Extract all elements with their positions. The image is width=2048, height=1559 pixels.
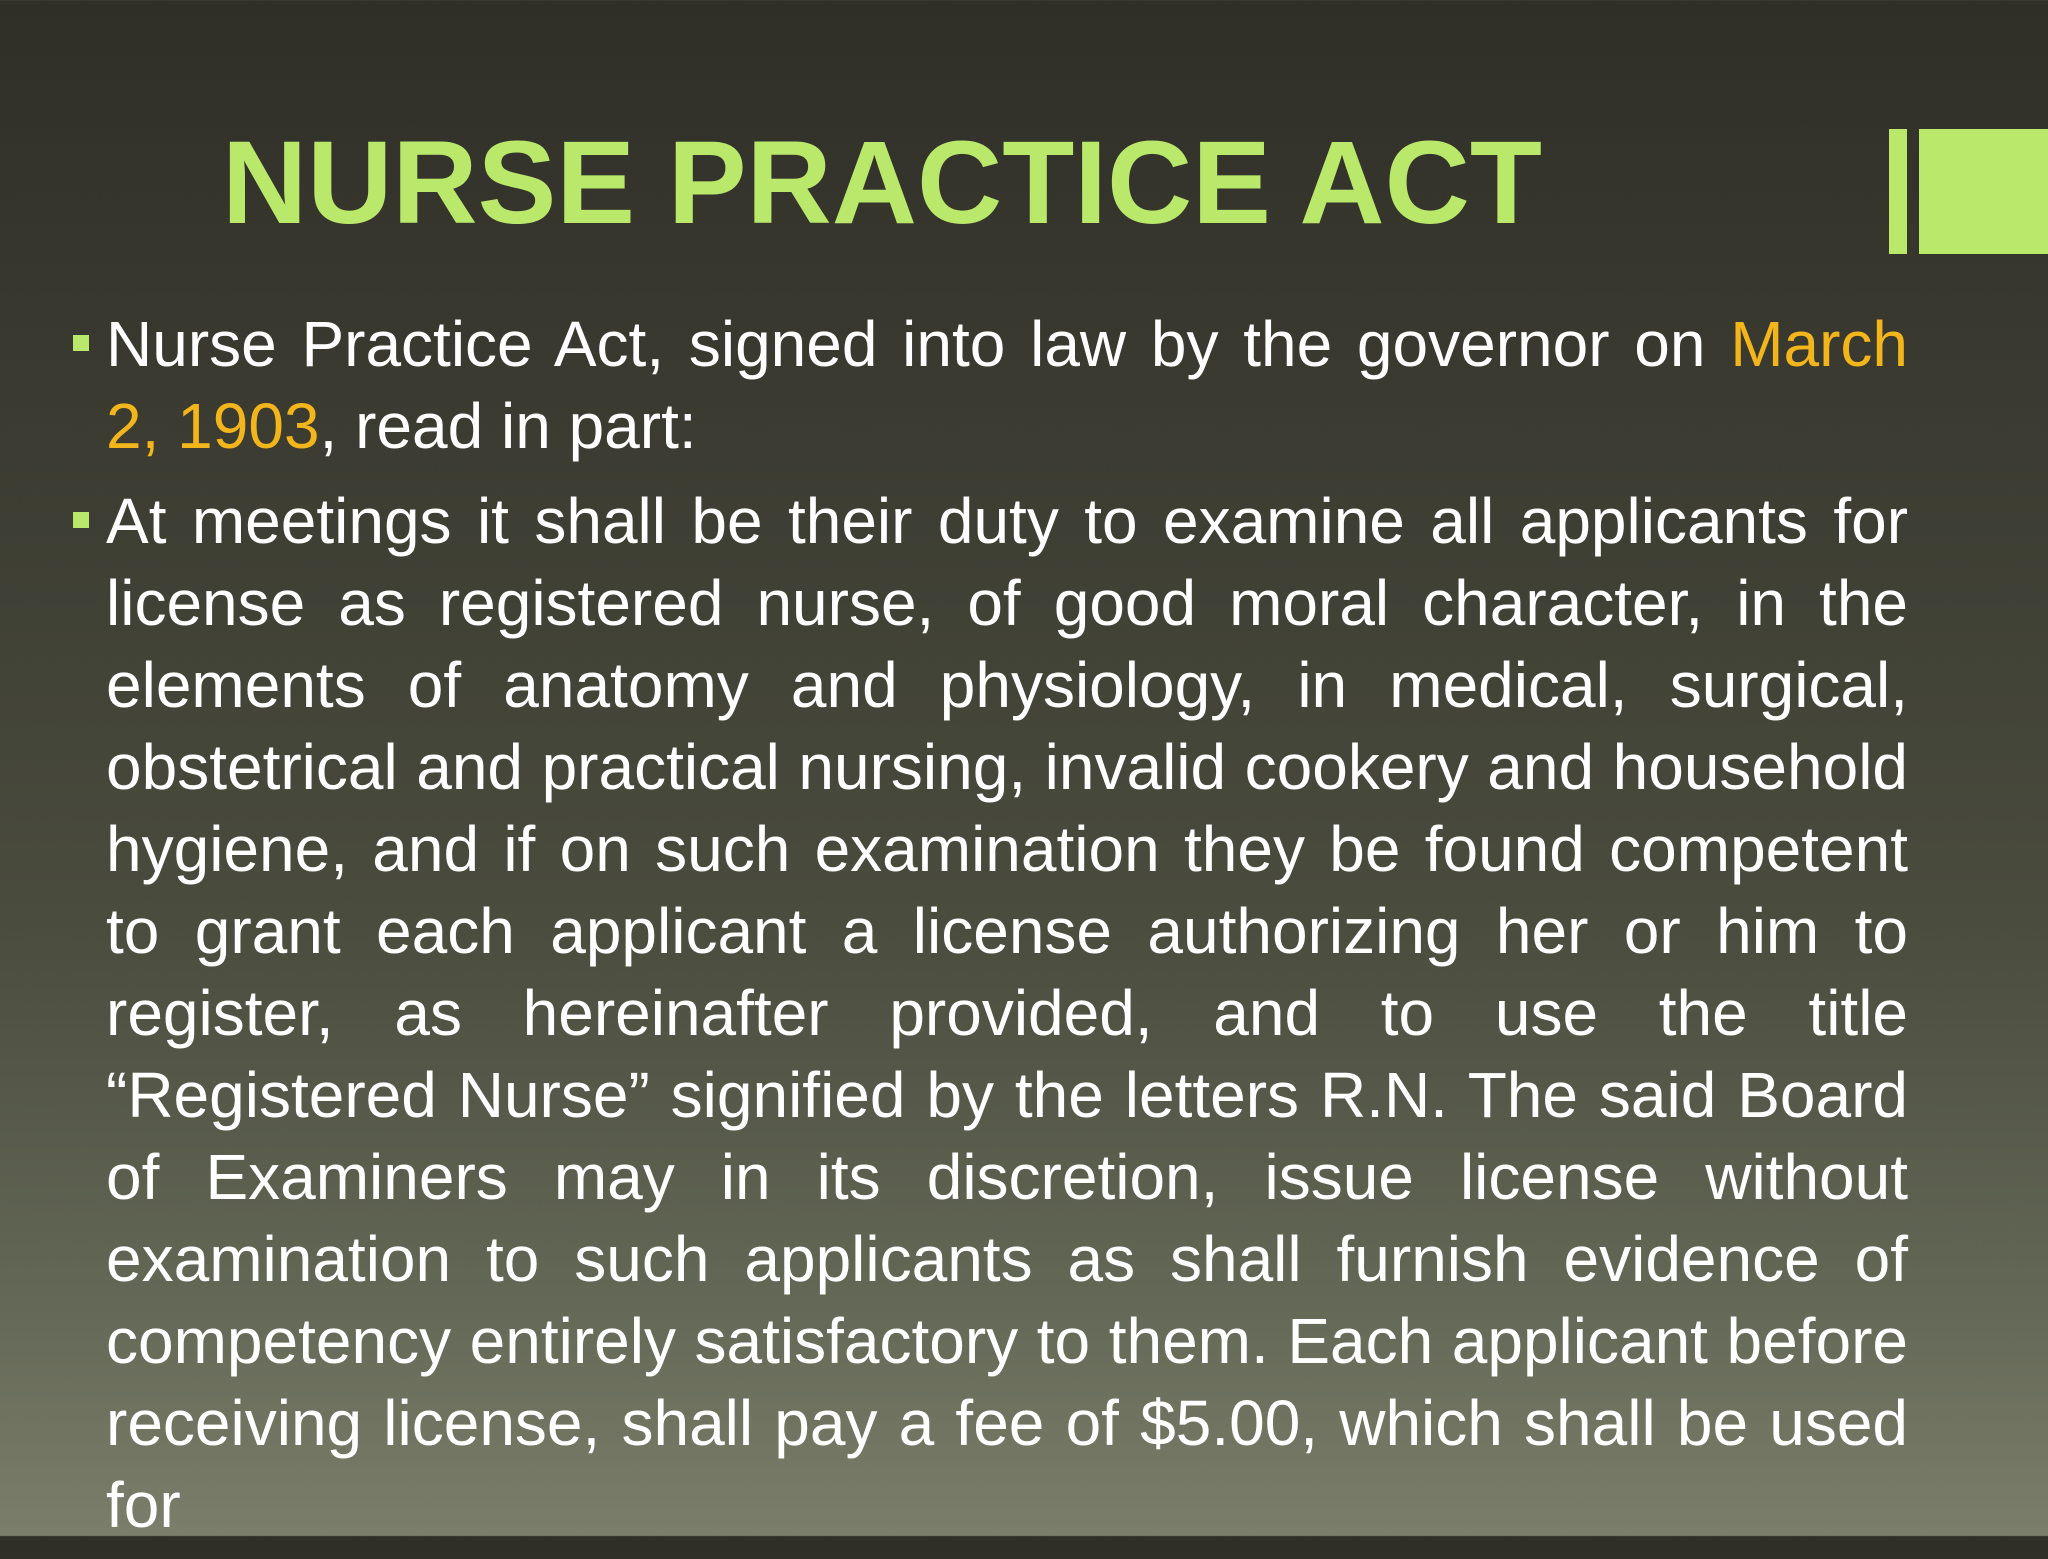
bullet-text: Nurse Practice Act, signed into law by the governor on (106, 308, 1731, 380)
title-accent-bar (1889, 129, 1907, 254)
bullet-item-examination-duties (68, 480, 1908, 1546)
slide-title: NURSE PRACTICE ACT (222, 117, 1542, 249)
title-accent-block (1919, 129, 2048, 254)
bullet-text-continued: , read in part: (319, 390, 697, 462)
bullet-item-signed-into-law (68, 303, 1908, 467)
slide-content (68, 303, 1908, 1559)
highlighted-date: March 2, 1903 (106, 308, 1908, 462)
bullet-text: At meetings it shall be their duty to examine all applicants for license as registered nurse, of good moral character, in the elements of anatomy and physiology, in medical, surgical, obstetrical and practical nursing, invalid cookery and household hygiene, and if on such examination they be found competent to grant each applicant a license authorizing her or him to register, as hereinafter provided, and to use the title “Registered Nurse” signified by the letters R.N. The said Board of Examiners may in its discretion, issue license without examination to such applicants as shall furnish evidence of competency entirely satisfactory to them. Each applicant before receiving license, shall pay a fee of $5.00, which shall be used for (106, 485, 1908, 1541)
square-bullet-icon (73, 512, 89, 528)
square-bullet-icon (73, 335, 89, 351)
